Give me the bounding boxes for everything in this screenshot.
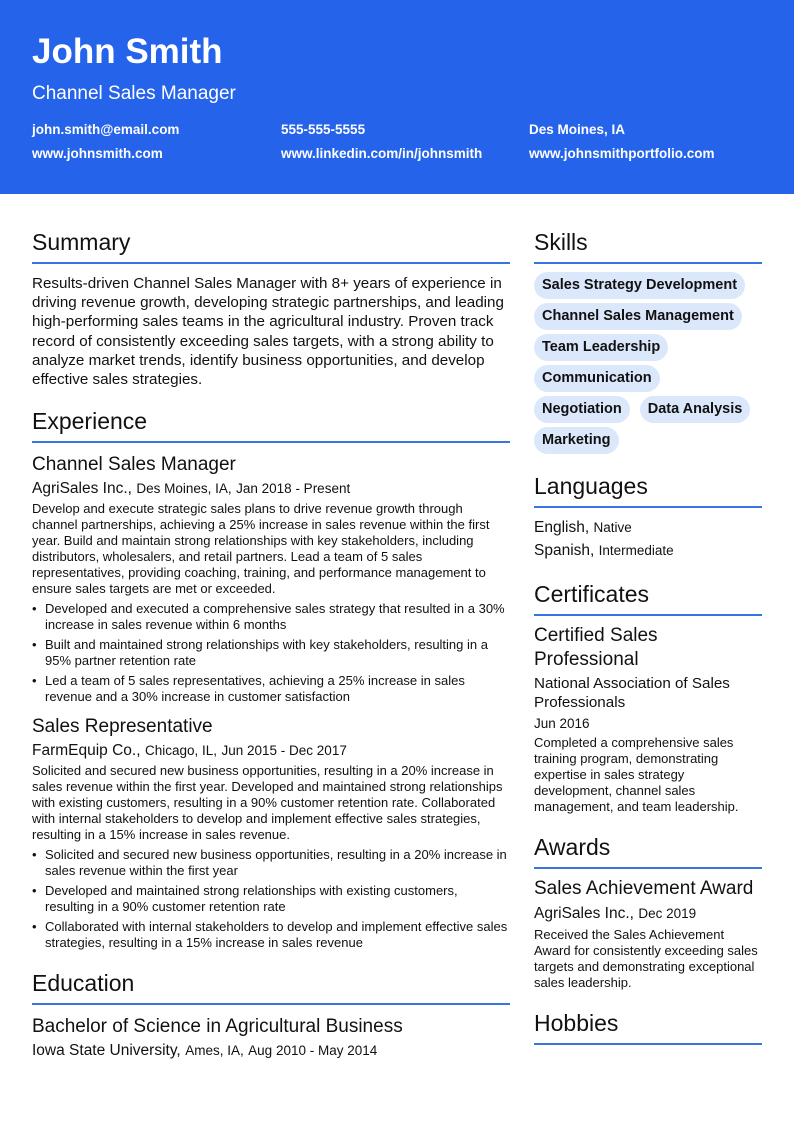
job-bullet: • Built and maintained strong relationships with key stakeholders, resulting in a 95% partner retention rate bbox=[32, 637, 510, 669]
certificates-heading: Certificates bbox=[534, 580, 762, 616]
email-link[interactable]: john.smith@email.com bbox=[32, 122, 180, 137]
summary-text: Results-driven Channel Sales Manager with 8+ years of experience in driving revenue growth, developing strategic partnerships, and leading high-performing sales teams in the agricultural industry. Proven track record of consistently exceeding sales targets, with a strong ability to analyze market trends, identify business opportunities, and develop effective sales strategies. bbox=[32, 275, 504, 389]
location-text: Des Moines, IA bbox=[529, 122, 626, 137]
website-link[interactable]: www.johnsmith.com bbox=[32, 146, 163, 161]
job-title: Channel Sales Manager bbox=[32, 454, 236, 476]
main-column bbox=[32, 228, 510, 1061]
candidate-name: John Smith bbox=[32, 32, 223, 71]
job-meta bbox=[32, 741, 510, 761]
skills-list bbox=[534, 272, 762, 458]
summary-section bbox=[32, 228, 510, 389]
skill-pill: Team Leadership bbox=[534, 334, 668, 361]
job-bullet: • Collaborated with internal stakeholders to develop and implement effective sales strategies, resulting in a 15% increase in sales revenue bbox=[32, 919, 510, 951]
skill-pill: Channel Sales Management bbox=[534, 303, 742, 330]
skill-pill: Communication bbox=[534, 365, 660, 392]
job-description: Solicited and secured new business opportunities, resulting in a 20% increase in sales revenue within the first year. Developed and maintained strong relationships with existing customers, resulting in a 90% customer retention rate. Collaborated with internal stakeholders to develop and implement effective sales strategies, resulting in a 15% increase in sales revenue. bbox=[32, 763, 503, 843]
certificate-org: National Association of Sales Professionals bbox=[534, 675, 730, 711]
school-name: Iowa State University, bbox=[32, 1042, 181, 1060]
job-description: Develop and execute strategic sales plans to drive revenue growth through channel partnerships, achieving a 25% increase in sales revenue within the first year. Build and maintain strong relationships with key stakeholders, including distributors, wholesalers, and retail partners. Lead a team of 5 sales representatives, providing coaching, training, and performance management to ensure sales targets are met or exceeded. bbox=[32, 501, 490, 597]
job-entry bbox=[32, 715, 510, 951]
certificate-name: Certified Sales Professional bbox=[534, 625, 658, 670]
language-level: Native bbox=[593, 520, 632, 535]
job-bullet: • Solicited and secured new business opportunities, resulting in a 20% increase in sales revenue within the first year bbox=[32, 847, 510, 879]
job-bullet: • Developed and maintained strong relationships with existing customers, resulting in a 90% customer retention rate bbox=[32, 883, 510, 915]
language-name: Spanish, bbox=[534, 542, 595, 559]
language-item bbox=[534, 539, 762, 562]
award-description: Received the Sales Achievement Award for consistently exceeding sales targets and demonstrating exceptional sales leadership. bbox=[534, 927, 758, 990]
resume-header bbox=[0, 0, 794, 194]
job-meta bbox=[32, 479, 510, 499]
education-heading: Education bbox=[32, 969, 510, 1005]
award-org: AgriSales Inc., bbox=[534, 905, 634, 922]
portfolio-link[interactable]: www.johnsmithportfolio.com bbox=[529, 146, 715, 161]
contact-row bbox=[32, 120, 772, 144]
languages-section bbox=[534, 472, 762, 562]
school-location: Ames, IA, bbox=[185, 1043, 244, 1059]
linkedin-link[interactable]: www.linkedin.com/in/johnsmith bbox=[281, 146, 483, 161]
hobbies-section bbox=[534, 1009, 762, 1045]
experience-section bbox=[32, 407, 510, 951]
skill-pill: Negotiation bbox=[534, 396, 630, 423]
certificate-date: Jun 2016 bbox=[534, 716, 590, 731]
job-company: FarmEquip Co., bbox=[32, 742, 141, 760]
skills-heading: Skills bbox=[534, 228, 762, 264]
language-name: English, bbox=[534, 519, 590, 536]
award-meta bbox=[534, 903, 762, 925]
hobbies-heading: Hobbies bbox=[534, 1009, 762, 1045]
education-section bbox=[32, 969, 510, 1061]
job-bullets bbox=[32, 847, 510, 951]
skill-pill: Marketing bbox=[534, 427, 619, 454]
skill-pill: Sales Strategy Development bbox=[534, 272, 745, 299]
languages-heading: Languages bbox=[534, 472, 762, 508]
awards-section bbox=[534, 833, 762, 991]
skill-pill: Data Analysis bbox=[640, 396, 751, 423]
degree-title: Bachelor of Science in Agricultural Business bbox=[32, 1016, 403, 1038]
job-title: Sales Representative bbox=[32, 716, 213, 738]
award-name: Sales Achievement Award bbox=[534, 878, 754, 899]
job-company: AgriSales Inc., bbox=[32, 480, 132, 498]
awards-heading: Awards bbox=[534, 833, 762, 869]
job-dates: Jan 2018 - Present bbox=[236, 481, 351, 497]
experience-heading: Experience bbox=[32, 407, 510, 443]
job-bullet: • Developed and executed a comprehensive sales strategy that resulted in a 30% increase in sales revenue within 6 months bbox=[32, 601, 510, 633]
certificate-description: Completed a comprehensive sales training program, demonstrating expertise in sales strategy development, channel sales management, and team leadership. bbox=[534, 735, 739, 814]
phone-number: 555-555-5555 bbox=[281, 122, 366, 137]
languages-list bbox=[534, 516, 762, 562]
job-bullets bbox=[32, 601, 510, 705]
job-bullet: • Led a team of 5 sales representatives, achieving a 25% increase in sales revenue and a 30% increase in customer satisfaction bbox=[32, 673, 510, 705]
candidate-title: Channel Sales Manager bbox=[32, 83, 236, 104]
award-date: Dec 2019 bbox=[638, 906, 697, 921]
skills-section bbox=[534, 228, 762, 458]
contact-info bbox=[32, 120, 772, 168]
side-column bbox=[534, 228, 762, 1045]
certificates-section bbox=[534, 580, 762, 815]
language-item bbox=[534, 516, 762, 539]
education-meta bbox=[32, 1041, 510, 1061]
job-location: Des Moines, IA, bbox=[136, 481, 232, 497]
job-dates: Jun 2015 - Dec 2017 bbox=[221, 743, 347, 759]
education-dates: Aug 2010 - May 2014 bbox=[248, 1043, 378, 1059]
job-location: Chicago, IL, bbox=[145, 743, 218, 759]
summary-heading: Summary bbox=[32, 228, 510, 264]
job-entry bbox=[32, 453, 510, 705]
contact-row bbox=[32, 144, 772, 168]
language-level: Intermediate bbox=[598, 543, 674, 558]
